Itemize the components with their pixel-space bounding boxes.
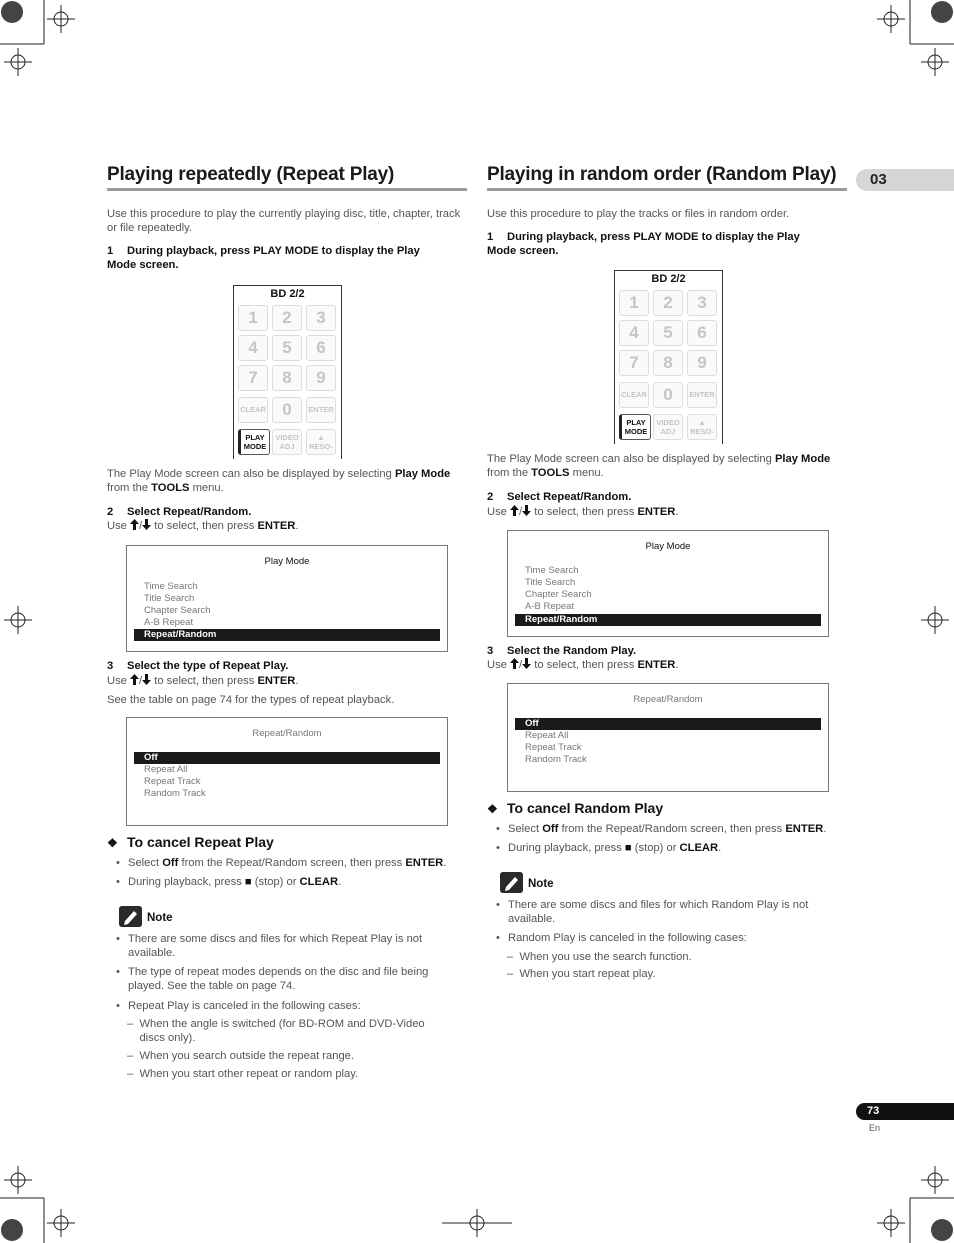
right-step3: 3 Select the Random Play. bbox=[487, 645, 637, 657]
menu-item-selected: Off bbox=[515, 718, 821, 730]
right-step2: 2 Select Repeat/Random. bbox=[487, 491, 632, 503]
key-2: 2 bbox=[272, 305, 302, 331]
key-video-adj: VIDEO ADJ bbox=[653, 414, 683, 440]
key-4: 4 bbox=[619, 320, 649, 346]
left-step2: 2 Select Repeat/Random. bbox=[107, 506, 252, 518]
dash-item: – When the angle is switched (for BD-ROM and DVD-Video discs only). bbox=[127, 1018, 425, 1044]
key-reso: ▲ RESO- bbox=[306, 429, 336, 455]
key-9: 9 bbox=[306, 365, 336, 391]
stop-icon: ■ bbox=[244, 876, 252, 888]
left-intro: Use this procedure to play the currently playing disc, title, chapter, track or file repeatedly. bbox=[107, 208, 461, 234]
dash-item: – When you start repeat play. bbox=[507, 968, 656, 980]
screen-title: Play Mode bbox=[264, 556, 310, 567]
left-play-mode-screen bbox=[126, 545, 448, 652]
arrow-down-icon bbox=[522, 658, 531, 669]
arrow-down-icon bbox=[142, 519, 151, 530]
screen-title: Repeat/Random bbox=[252, 728, 322, 739]
left-step3: 3 Select the type of Repeat Play. bbox=[107, 660, 289, 672]
key-enter: ENTER bbox=[306, 397, 336, 423]
menu-item: Random Track bbox=[144, 788, 206, 799]
key-1: 1 bbox=[238, 305, 268, 331]
arrow-up-icon bbox=[130, 519, 139, 530]
menu-item-selected: Off bbox=[134, 752, 440, 764]
key-5: 5 bbox=[653, 320, 683, 346]
left-step2-use: Use / to select, then press ENTER. bbox=[107, 520, 299, 532]
left-remote-illustration bbox=[233, 285, 342, 459]
key-2: 2 bbox=[653, 290, 683, 316]
left-repeat-random-screen bbox=[126, 717, 448, 826]
right-step3-use: Use / to select, then press ENTER. bbox=[487, 659, 679, 671]
arrow-up-icon bbox=[510, 658, 519, 669]
key-enter: ENTER bbox=[687, 382, 717, 408]
left-cancel-heading: ❖ To cancel Repeat Play bbox=[107, 834, 274, 850]
key-5: 5 bbox=[272, 335, 302, 361]
key-9: 9 bbox=[687, 350, 717, 376]
right-step2-use: Use / to select, then press ENTER. bbox=[487, 506, 679, 518]
menu-item-selected: Repeat/Random bbox=[515, 614, 821, 626]
menu-item: A-B Repeat bbox=[144, 617, 194, 628]
diamond-bullet-icon: ❖ bbox=[107, 836, 118, 850]
key-3: 3 bbox=[306, 305, 336, 331]
screen-title: Repeat/Random bbox=[633, 694, 703, 705]
menu-item: Title Search bbox=[525, 577, 576, 588]
screen-title: Play Mode bbox=[645, 541, 691, 552]
right-remote-illustration bbox=[614, 270, 723, 444]
key-6: 6 bbox=[306, 335, 336, 361]
right-step1: 1 During playback, press PLAY MODE to display the Play Mode screen. bbox=[487, 231, 800, 257]
remote-title: BD 2/2 bbox=[270, 288, 305, 300]
key-0: 0 bbox=[272, 397, 302, 423]
key-0: 0 bbox=[653, 382, 683, 408]
right-after-remote: The Play Mode screen can also be displayed by selecting Play Mode from the TOOLS menu. bbox=[487, 453, 831, 479]
page-number: 73 bbox=[856, 1103, 954, 1120]
dash-item: – When you use the search function. bbox=[507, 951, 692, 963]
left-step3-see: See the table on page 74 for the types of repeat playback. bbox=[107, 694, 395, 706]
arrow-down-icon bbox=[522, 505, 531, 516]
key-7: 7 bbox=[238, 365, 268, 391]
menu-item: Random Track bbox=[525, 754, 587, 765]
key-video-adj: VIDEO ADJ bbox=[272, 429, 302, 455]
menu-item: Title Search bbox=[144, 593, 195, 604]
menu-item: Repeat All bbox=[144, 764, 188, 775]
key-6: 6 bbox=[687, 320, 717, 346]
key-clear: CLEAR bbox=[238, 397, 268, 423]
left-title: Playing repeatedly (Repeat Play) bbox=[107, 164, 467, 191]
menu-item: Repeat All bbox=[525, 730, 569, 741]
right-play-mode-screen bbox=[507, 530, 829, 637]
left-step3-use: Use / to select, then press ENTER. bbox=[107, 675, 299, 687]
arrow-down-icon bbox=[142, 674, 151, 685]
menu-item-selected: Repeat/Random bbox=[134, 629, 440, 641]
menu-item: Chapter Search bbox=[525, 589, 592, 600]
menu-item: Time Search bbox=[144, 581, 198, 592]
left-step1: 1 During playback, press PLAY MODE to display the Play Mode screen. bbox=[107, 245, 420, 271]
diamond-bullet-icon: ❖ bbox=[487, 802, 498, 816]
remote-title: BD 2/2 bbox=[651, 273, 686, 285]
key-reso: ▲ RESO- bbox=[687, 414, 717, 440]
language-label: En bbox=[869, 1123, 881, 1133]
dash-item: – When you search outside the repeat range. bbox=[127, 1050, 355, 1062]
key-8: 8 bbox=[272, 365, 302, 391]
key-8: 8 bbox=[653, 350, 683, 376]
key-3: 3 bbox=[687, 290, 717, 316]
menu-item: Repeat Track bbox=[144, 776, 201, 787]
key-play-mode: PLAY MODE bbox=[238, 429, 270, 455]
right-repeat-random-screen bbox=[507, 683, 829, 792]
key-play-mode: PLAY MODE bbox=[619, 414, 651, 440]
right-cancel-heading: ❖ To cancel Random Play bbox=[487, 800, 664, 816]
key-4: 4 bbox=[238, 335, 268, 361]
triangle-up-icon: ▲ bbox=[317, 433, 325, 442]
arrow-up-icon bbox=[510, 505, 519, 516]
menu-item: Repeat Track bbox=[525, 742, 582, 753]
dash-item: – When you start other repeat or random play. bbox=[127, 1068, 359, 1080]
left-after-remote: The Play Mode screen can also be displayed by selecting Play Mode from the TOOLS menu. bbox=[107, 468, 451, 494]
stop-icon: ■ bbox=[624, 842, 632, 854]
key-clear: CLEAR bbox=[619, 382, 649, 408]
triangle-up-icon: ▲ bbox=[698, 418, 706, 427]
key-1: 1 bbox=[619, 290, 649, 316]
menu-item: Time Search bbox=[525, 565, 579, 576]
arrow-up-icon bbox=[130, 674, 139, 685]
key-7: 7 bbox=[619, 350, 649, 376]
menu-item: Chapter Search bbox=[144, 605, 211, 616]
pencil-note-icon bbox=[500, 872, 523, 893]
menu-item: A-B Repeat bbox=[525, 601, 575, 612]
chapter-tab: 03 bbox=[856, 169, 954, 191]
right-intro: Use this procedure to play the tracks or files in random order. bbox=[487, 208, 790, 220]
pencil-note-icon bbox=[119, 906, 142, 927]
right-title: Playing in random order (Random Play) bbox=[487, 164, 847, 191]
